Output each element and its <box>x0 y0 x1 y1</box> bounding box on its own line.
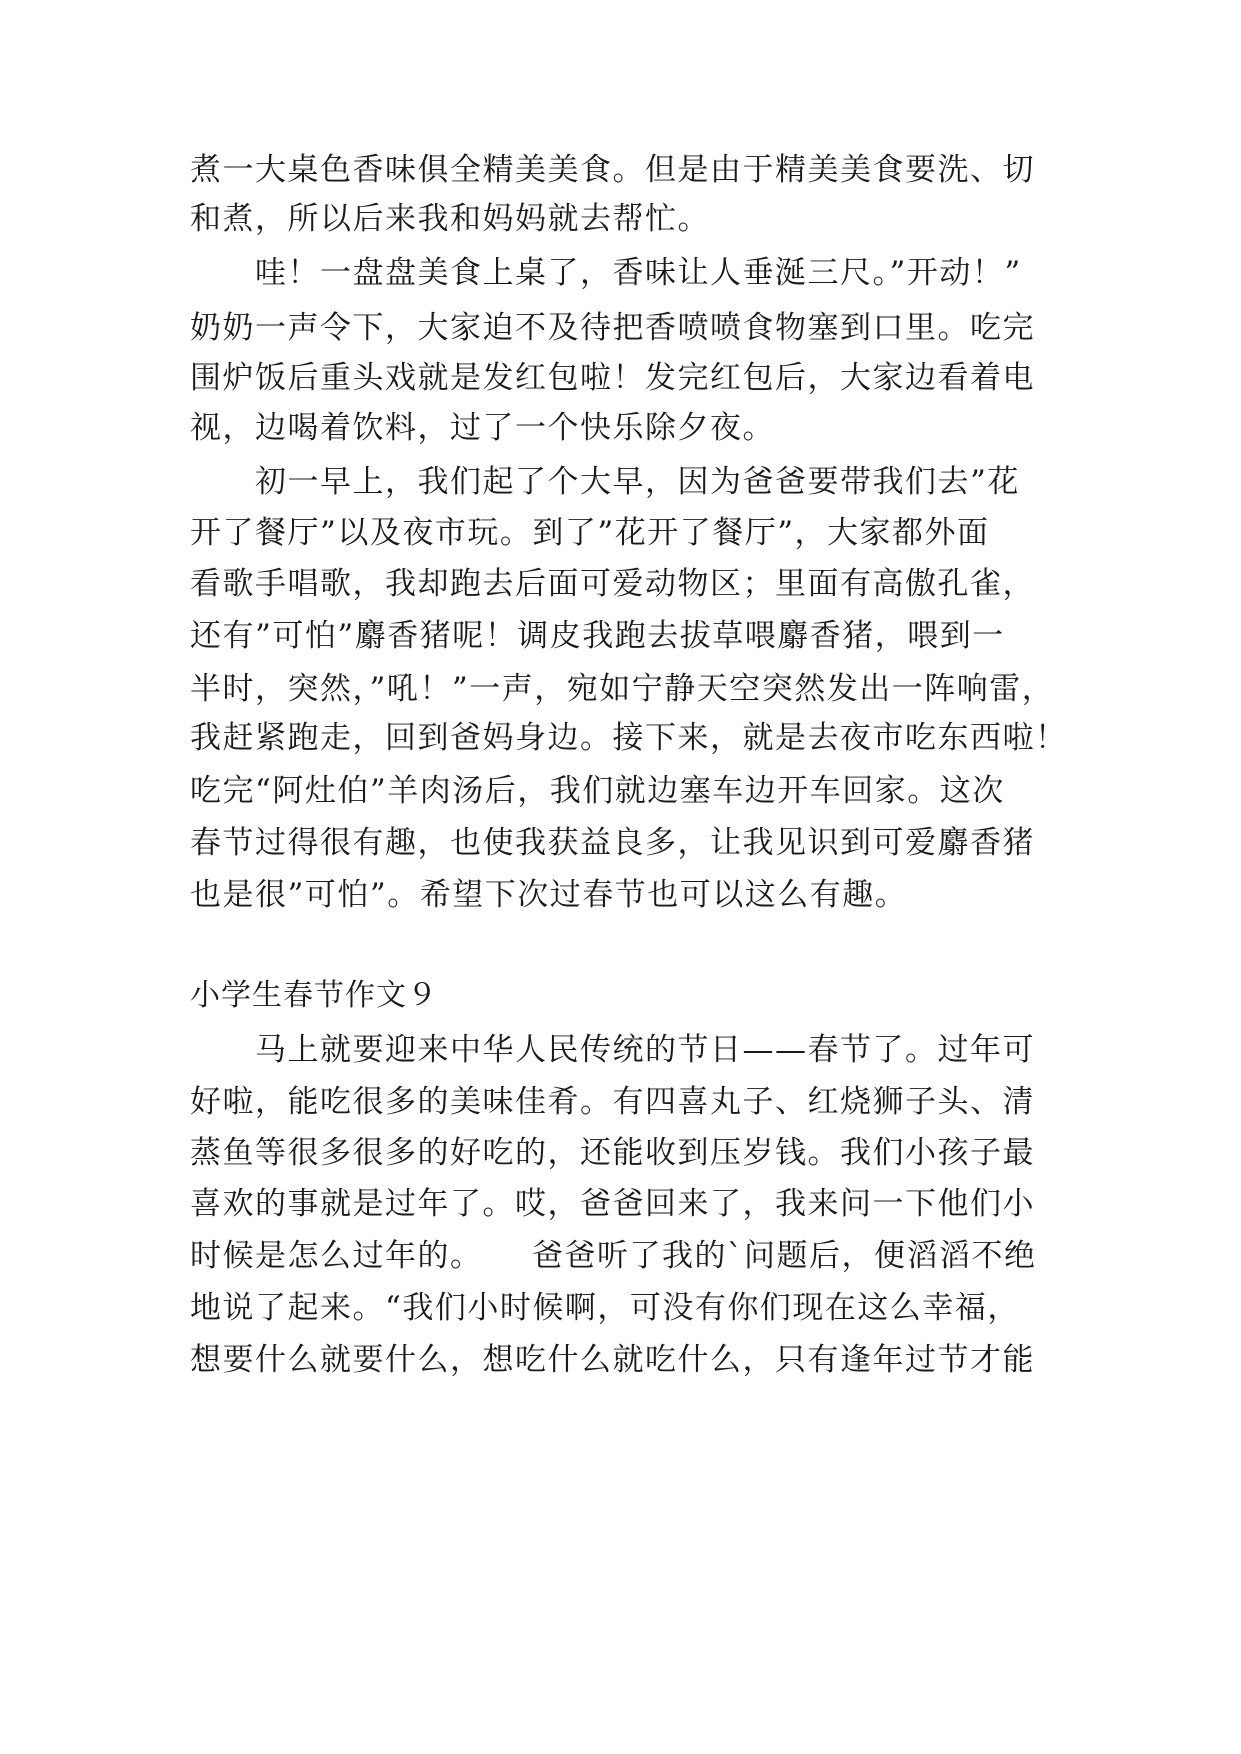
paragraph-line: 时候是怎么过年的。 爸爸听了我的`问题后，便滔滔不绝 <box>190 1238 1037 1274</box>
paragraph-line: 地说了起来。“我们小时候啊，可没有你们现在这么幸福， <box>190 1290 1020 1326</box>
paragraph-line: 煮一大桌色香味俱全精美美食。但是由于精美美食要洗、切 <box>190 152 1035 188</box>
paragraph-line: 半时，突然，”吼！”一声，宛如宁静天空突然发出一阵响雷， <box>190 671 1055 707</box>
paragraph-line: 蒸鱼等很多很多的好吃的，还能收到压岁钱。我们小孩子最 <box>190 1135 1035 1171</box>
paragraph-line: 想要什么就要什么，想吃什么就吃什么，只有逢年过节才能 <box>190 1342 1035 1378</box>
paragraph-line: 视，边喝着饮料，过了一个快乐除夕夜。 <box>190 410 775 446</box>
paragraph-line: 奶奶一声令下，大家迫不及待把香喷喷食物塞到口里。吃完 <box>190 310 1035 346</box>
paragraph-line: 好啦，能吃很多的美味佳肴。有四喜丸子、红烧狮子头、清 <box>190 1084 1035 1120</box>
paragraph-line: 也是很”可怕”。希望下次过春节也可以这么有趣。 <box>190 877 908 913</box>
paragraph-line: 哇！一盘盘美食上桌了，香味让人垂涎三尺。”开动！” <box>190 255 1022 291</box>
paragraph-line: 春节过得很有趣，也使我获益良多，让我见识到可爱麝香猪 <box>190 825 1035 861</box>
paragraph-line: 看歌手唱歌，我却跑去后面可爱动物区；里面有高傲孔雀， <box>190 566 1035 602</box>
paragraph-line: 初一早上，我们起了个大早，因为爸爸要带我们去”花 <box>190 464 1020 500</box>
paragraph-line: 喜欢的事就是过年了。哎，爸爸回来了，我来问一下他们小 <box>190 1186 1035 1222</box>
paragraph-line: 围炉饭后重头戏就是发红包啦！发完红包后，大家边看着电 <box>190 360 1035 396</box>
paragraph-line: 还有”可怕”麝香猪呢！调皮我跑去拔草喂麝香猪，喂到一 <box>190 618 1005 654</box>
paragraph-line: 开了餐厅”以及夜市玩。到了”花开了餐厅”，大家都外面 <box>190 515 990 551</box>
paragraph-line: 我赶紧跑走，回到爸妈身边。接下来，就是去夜市吃东西啦！ <box>190 720 1068 756</box>
section-heading: 小学生春节作文９ <box>190 978 438 1013</box>
paragraph-line: 吃完“阿灶伯”羊肉汤后，我们就边塞车边开车回家。这次 <box>190 773 1005 809</box>
paragraph-line: 和煮，所以后来我和妈妈就去帮忙。 <box>190 201 710 237</box>
paragraph-line: 马上就要迎来中华人民传统的节日——春节了。过年可 <box>190 1032 1035 1068</box>
